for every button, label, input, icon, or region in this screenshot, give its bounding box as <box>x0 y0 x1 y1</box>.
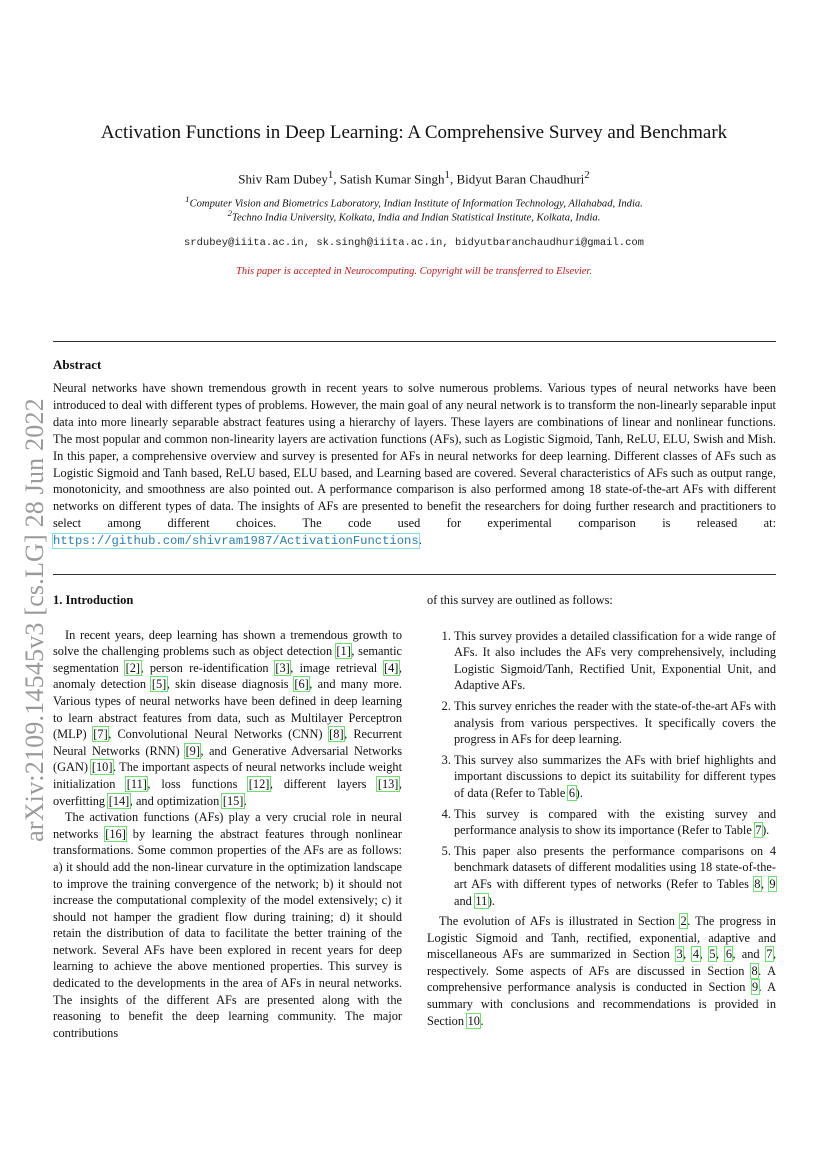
abstract-end: . <box>418 533 422 548</box>
text-run: , Convolutional Neural Networks (CNN) <box>108 727 329 742</box>
citation-link[interactable]: [1] <box>336 644 351 659</box>
left-column <box>53 592 402 1041</box>
abstract-heading: Abstract <box>53 357 102 372</box>
list-item <box>454 628 776 694</box>
table-reference-link[interactable]: 11 <box>475 893 488 908</box>
text-run: , loss functions <box>147 776 249 791</box>
affiliation-2 <box>0 208 828 224</box>
section-heading-introduction: 1. Introduction <box>53 593 134 607</box>
text-run: This survey is compared with the existing survey and performance analysis to show its importance (Refer to Table <box>454 806 776 838</box>
list-item <box>454 806 776 839</box>
citation-link[interactable]: [14] <box>108 793 130 808</box>
citation-link[interactable]: [7] <box>93 727 108 742</box>
affiliation-marker: 2 <box>227 208 233 218</box>
section-reference-link[interactable]: 9 <box>752 980 759 995</box>
text-run: . <box>243 793 248 808</box>
table-reference-link[interactable]: 8 <box>754 876 761 891</box>
text-run: and <box>454 893 475 908</box>
citation-link[interactable]: [13] <box>377 776 399 791</box>
intro-paragraph-evolution <box>427 913 776 1029</box>
author-name: Shiv Ram Dubey <box>238 171 328 187</box>
affiliation-marker: 1 <box>444 169 450 181</box>
author-name: Bidyut Baran Chaudhuri <box>456 171 585 187</box>
citation-link[interactable]: [8] <box>329 727 344 742</box>
text-run: , <box>716 947 726 962</box>
text-run: , image retrieval <box>290 660 384 675</box>
text-run: ). <box>575 785 583 800</box>
abstract-bottom-rule <box>53 574 776 575</box>
author-list <box>0 169 828 187</box>
abstract-top-rule <box>53 341 776 342</box>
text-run: . <box>480 1013 484 1028</box>
text-run: This survey also summarizes the AFs with brief highlights and important discussions to depict its suitability for different types of data (Refer to Table <box>454 752 776 800</box>
affiliation-text: Techno India University, Kolkata, India and Indian Statistical Institute, Kolkata, India. <box>232 212 601 224</box>
text-run: , <box>683 947 693 962</box>
table-reference-link[interactable]: 9 <box>769 876 776 891</box>
affiliation-marker: 1 <box>327 169 334 181</box>
intro-paragraph-2 <box>53 809 402 1041</box>
contributions-list <box>427 628 776 910</box>
text-run: The activation functions (AFs) play a very crucial role in neural networks <box>53 810 402 841</box>
text-run: This survey provides a detailed classification for a wide range of AFs. It also includes the AFs very comprehensively, including Logistic Sigmoid/Tanh, Rectified Unit, Exponential Unit, and Adaptive AFs. <box>454 628 776 693</box>
author-emails: srdubey@iiita.ac.in, sk.singh@iiita.ac.in, bidyutbaranchaudhuri@gmail.com <box>184 237 644 249</box>
text-run: The evolution of AFs is illustrated in Section <box>439 914 681 929</box>
section-reference-link[interactable]: 8 <box>751 963 758 978</box>
text-run: , semantic segmentation <box>53 644 403 675</box>
text-run: , and <box>732 947 766 962</box>
section-reference-link[interactable]: 10 <box>467 1013 480 1028</box>
table-reference-link[interactable]: 6 <box>568 785 576 800</box>
section-reference-link[interactable]: 4 <box>692 947 700 962</box>
abstract-body <box>53 380 776 550</box>
citation-link[interactable]: [4] <box>384 660 399 675</box>
text-run: , and many more. Various types of neural networks have been defined in deep learning to learn abstract features from data, such as Multilayer Perceptron (MLP) <box>53 677 402 742</box>
citation-link[interactable]: [12] <box>248 776 270 791</box>
text-run: This survey enriches the reader with the state-of-the-art AFs with analysis from various perspectives. It specifically covers the progress in AFs for deep learning. <box>454 698 776 747</box>
affiliation-marker: 1 <box>185 194 190 204</box>
text-run: , and Generative Adversarial Networks (GAN) <box>53 743 402 775</box>
text-run: ). <box>487 893 496 908</box>
section-reference-link[interactable]: 5 <box>709 947 716 962</box>
affiliation-text: Computer Vision and Biometrics Laboratory, Indian Institute of Information Technology, Allahabad, India. <box>189 198 643 210</box>
text-run: , respectively. Some aspects of AFs are discussed in Section <box>427 947 777 978</box>
text-run: , Recurrent Neural Networks (RNN) <box>53 727 402 758</box>
text-run: , <box>699 947 709 962</box>
abstract-text: Neural networks have shown tremendous growth in recent years to solve numerous problems. Various types of neural networks have been introduced to deal with different types of problems. However, the main goal of any neural network is to transform the non-linearly separable input data into more linearly separable abstract features using a hierarchy of layers. These layers are combinations of linear and nonlinear functions. The most popular and common non-linearity layers are activation functions (AFs), such as Logistic Sigmoid, Tanh, ReLU, ELU, Swish and Mish. In this paper, a comprehensive overview and survey is presented for AFs in neural networks for deep learning. Different classes of AFs such as Logistic Sigmoid and Tanh based, ReLU based, ELU based, and Learning based are covered. Several characteristics of AFs such as output range, monotonicity, and smoothness are also pointed out. A performance comparison is also performed among 18 state-of-the-art AFs with different networks on different types of data. The insights of AFs are presented to benefit the researchers for doing further research and practitioners to select among different choices. The code used for experimental comparison is released at: <box>53 381 776 531</box>
citation-link[interactable]: [10] <box>91 760 113 775</box>
list-item <box>454 698 776 748</box>
text-run: In recent years, deep learning has shown a tremendous growth to solve the challenging problems such as object detection <box>53 627 402 659</box>
text-run: . A comprehensive performance analysis is conducted in Section <box>427 963 776 995</box>
citation-link[interactable]: [2] <box>125 660 141 675</box>
text-run: , skin disease diagnosis <box>166 677 294 692</box>
list-item <box>454 843 776 909</box>
section-reference-link[interactable]: 7 <box>766 947 773 962</box>
text-run: , anomaly detection <box>53 660 403 692</box>
affiliation-marker: 2 <box>584 169 590 181</box>
citation-link[interactable]: [16] <box>105 826 126 841</box>
text-run: . A summary with conclusions and recommendations is provided in Section <box>427 980 776 1028</box>
contributions-lead: of this survey are outlined as follows: <box>427 593 613 607</box>
right-column <box>427 592 776 1029</box>
text-run: , different layers <box>269 776 378 791</box>
author-separator: , <box>449 171 457 187</box>
citation-link[interactable]: [6] <box>294 677 309 692</box>
citation-link[interactable]: [15] <box>222 793 244 808</box>
text-run: , and optimization <box>129 793 223 808</box>
list-item <box>454 752 776 802</box>
intro-paragraph-1 <box>53 627 402 810</box>
text-run: , overfitting <box>53 776 403 808</box>
section-reference-link[interactable]: 6 <box>725 947 732 962</box>
code-repository-link[interactable]: https://github.com/shivram1987/ActivationFunctions <box>53 534 419 549</box>
section-reference-link[interactable]: 2 <box>680 914 687 929</box>
citation-link[interactable]: [9] <box>185 743 200 758</box>
text-run: . The important aspects of neural networks include weight initialization <box>53 760 402 791</box>
table-reference-link[interactable]: 7 <box>755 823 762 838</box>
acceptance-note: This paper is accepted in Neurocomputing. Copyright will be transferred to Elsevier. <box>236 266 592 277</box>
citation-link[interactable]: [3] <box>275 660 290 675</box>
text-run: . The progress in Logistic Sigmoid and Tanh, rectified, exponential, adaptive and miscellaneous AFs are summarized in Section <box>427 914 776 962</box>
arxiv-identifier-text: arXiv:2109.14545v3 [cs.LG] 28 Jun 2022 <box>20 398 49 842</box>
text-run: , person re-identification <box>140 660 275 675</box>
section-reference-link[interactable]: 3 <box>676 947 683 962</box>
citation-link[interactable]: [11] <box>126 776 147 791</box>
text-run: , <box>760 876 769 891</box>
paper-title: Activation Functions in Deep Learning: A Comprehensive Survey and Benchmark <box>100 122 728 143</box>
text-run: ). <box>762 823 770 838</box>
text-run: by learning the abstract features through nonlinear transformations. Some common properties of the AFs are as follows: a) it should add the non-linear curvature in the optimization landscape to improve the training convergence of the network; b) it should not increase the computational complexity of the model extensively; c) it should not hamper the gradient flow during training; d) it should retain the distribution of data to facilitate the better training of the network. Several AFs have been explored in recent years for deep learning to achieve the above mentioned properties. This survey is dedicated to the developments in the area of AFs in neural networks. The insights of the different AFs are presented along with the reasoning to benefit the deep learning community. The major contributions <box>53 826 402 1040</box>
author-separator: , <box>333 171 340 187</box>
author-name: Satish Kumar Singh <box>339 171 445 187</box>
text-run: This paper also presents the performance comparisons on 4 benchmark datasets of different modalities using 18 state-of-the-art AFs with different types of networks (Refer to Tables <box>454 843 776 891</box>
citation-link[interactable]: [5] <box>151 677 167 692</box>
